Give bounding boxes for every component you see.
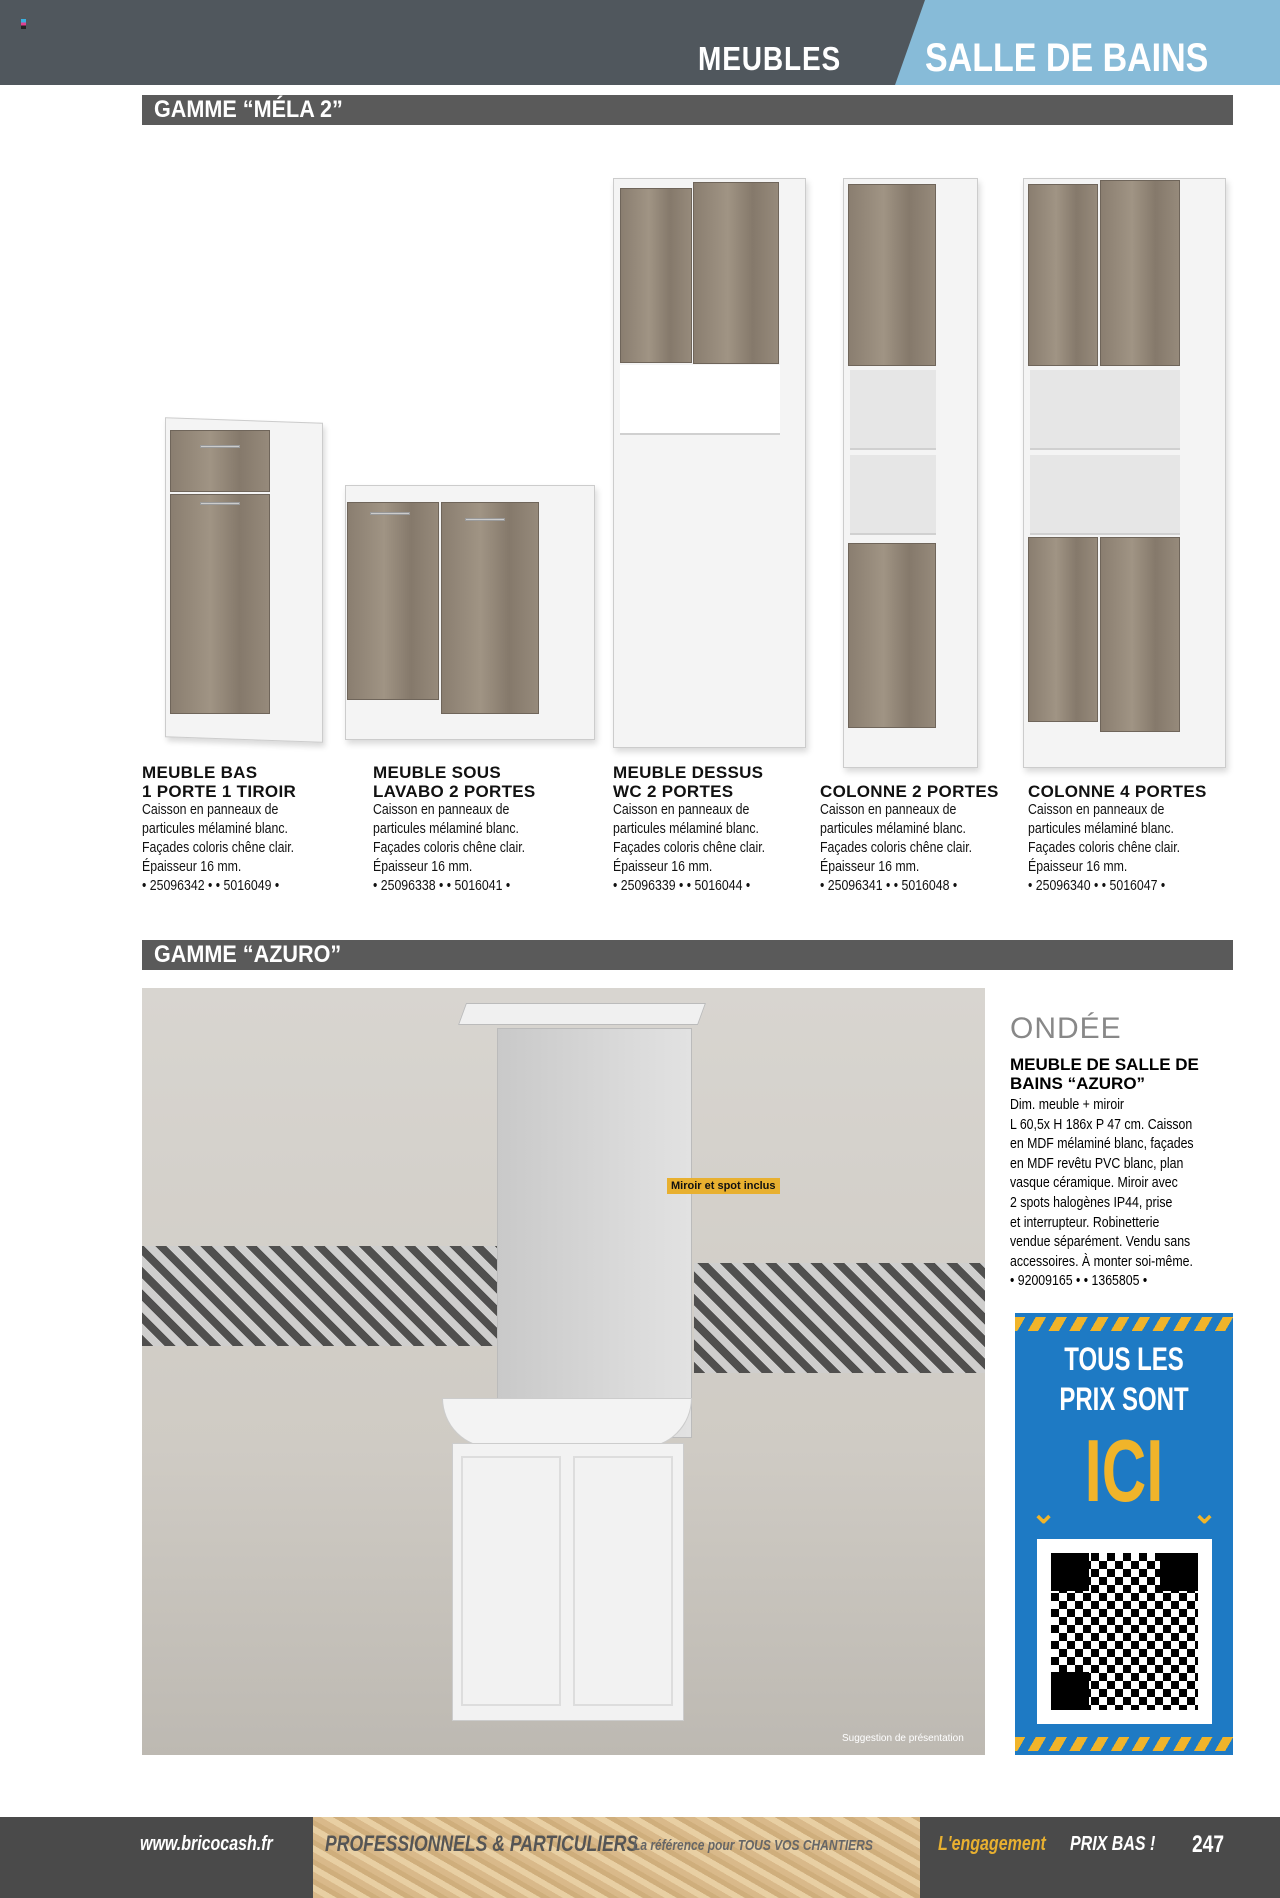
footer-prix-bas: PRIX BAS ! <box>1070 1833 1156 1855</box>
promo-line: PRIX SONT <box>1059 1381 1189 1417</box>
product-title: LAVABO 2 PORTES <box>373 782 536 801</box>
product-title: COLONNE 2 PORTES <box>820 782 999 801</box>
desc-line: Dim. meuble + miroir <box>1010 1097 1125 1113</box>
osb-texture <box>313 1817 920 1898</box>
azuro-title-line: BAINS “AZURO” <box>1010 1074 1146 1093</box>
page-number: 247 <box>1192 1831 1225 1858</box>
product-title: MEUBLE SOUS <box>373 763 501 782</box>
website-link[interactable]: www.bricocash.fr <box>140 1833 273 1855</box>
decor-tiles <box>694 1263 985 1373</box>
desc-line: en MDF mélaminé blanc, façades <box>1010 1136 1194 1153</box>
desc-line: L 60,5x H 186x P 47 cm. Caisson <box>1010 1116 1193 1133</box>
product-colonne-4-portes <box>1028 782 1228 896</box>
product-title: MEUBLE DESSUS <box>613 763 764 782</box>
brand-logo-ondee: ONDÉE <box>1010 1012 1122 1045</box>
azuro-refs: • 92009165 • • 1365805 • <box>1010 1273 1148 1290</box>
promo-line: TOUS LES <box>1064 1341 1184 1377</box>
photo-caption: Suggestion de présentation <box>842 1733 964 1744</box>
product-title: COLONNE 4 PORTES <box>1028 782 1207 801</box>
azuro-photo <box>142 988 985 1755</box>
desc-line: 2 spots halogènes IP44, prise <box>1010 1194 1173 1211</box>
product-desc: particules mélaminé blanc. <box>373 821 519 837</box>
desc-line: vasque céramique. Miroir avec <box>1010 1175 1178 1192</box>
product-desc: Caisson en panneaux de <box>142 802 279 818</box>
sink <box>442 1398 692 1448</box>
product-desc: Caisson en panneaux de <box>820 802 957 818</box>
product-refs: • 25096341 • • 5016048 • <box>820 878 958 894</box>
azuro-description <box>1010 1096 1227 1292</box>
product-refs: • 25096339 • • 5016044 • <box>613 878 751 894</box>
product-desc: Épaisseur 16 mm. <box>613 859 713 875</box>
promo-text <box>1015 1339 1233 1419</box>
vanity-cabinet <box>452 1443 684 1721</box>
header-category: MEUBLES <box>698 40 842 77</box>
product-desc: Façades coloris chêne clair. <box>1028 840 1181 856</box>
product-dessus-wc <box>613 763 813 896</box>
header-subcategory: SALLE DE BAINS <box>925 36 1209 80</box>
product-sous-lavabo <box>373 763 573 896</box>
product-title: MEUBLE BAS <box>142 763 258 782</box>
mirror <box>497 1028 692 1438</box>
photo-badge: Miroir et spot inclus <box>667 1178 780 1194</box>
color-registration-mark <box>21 19 26 29</box>
desc-line: vendue séparément. Vendu sans <box>1010 1234 1191 1251</box>
product-desc: Façades coloris chêne clair. <box>613 840 766 856</box>
product-desc: Caisson en panneaux de <box>613 802 750 818</box>
desc-line: et interrupteur. Robinetterie <box>1010 1214 1160 1231</box>
footer-slogan: PROFESSIONNELS & PARTICULIERS <box>325 1831 639 1856</box>
product-meuble-bas <box>142 763 342 896</box>
product-desc: Caisson en panneaux de <box>1028 802 1165 818</box>
stripe <box>1015 1737 1233 1751</box>
decor-tiles <box>142 1246 502 1346</box>
product-desc: Épaisseur 16 mm. <box>142 859 242 875</box>
page-footer <box>0 1817 1280 1898</box>
product-refs: • 25096338 • • 5016041 • <box>373 878 511 894</box>
page-header <box>0 0 1280 85</box>
product-desc: particules mélaminé blanc. <box>820 821 966 837</box>
azuro-title <box>1010 1055 1235 1093</box>
qr-code[interactable] <box>1037 1539 1212 1724</box>
chevron-down-icon: ⌄ <box>1031 1497 1057 1530</box>
section-title-azuro: GAMME “AZURO” <box>142 940 1233 970</box>
promo-big-text: ICI <box>1084 1421 1164 1520</box>
section-title-mela: GAMME “MÉLA 2” <box>142 95 1233 125</box>
azuro-title-line: MEUBLE DE SALLE DE <box>1010 1055 1199 1074</box>
product-desc: Façades coloris chêne clair. <box>820 840 973 856</box>
product-title: 1 PORTE 1 TIROIR <box>142 782 297 801</box>
promo-qr-panel[interactable] <box>1015 1313 1233 1755</box>
product-desc: particules mélaminé blanc. <box>613 821 759 837</box>
product-desc: Épaisseur 16 mm. <box>820 859 920 875</box>
desc-line: accessoires. À monter soi-même. <box>1010 1253 1193 1270</box>
footer-tagline: La référence pour TOUS VOS CHANTIERS <box>633 1837 873 1854</box>
stripe <box>1015 1317 1233 1331</box>
product-desc: Caisson en panneaux de <box>373 802 510 818</box>
product-title: WC 2 PORTES <box>613 782 734 801</box>
mirror-light <box>458 1003 706 1025</box>
product-desc: Épaisseur 16 mm. <box>373 859 473 875</box>
footer-engagement: L'engagement <box>938 1833 1046 1855</box>
product-desc: particules mélaminé blanc. <box>1028 821 1174 837</box>
product-desc: Épaisseur 16 mm. <box>1028 859 1128 875</box>
desc-line: en MDF revêtu PVC blanc, plan <box>1010 1155 1184 1172</box>
product-colonne-2-portes <box>820 782 1020 896</box>
product-refs: • 25096342 • • 5016049 • <box>142 878 280 894</box>
product-desc: Façades coloris chêne clair. <box>373 840 526 856</box>
product-refs: • 25096340 • • 5016047 • <box>1028 878 1166 894</box>
chevron-down-icon: ⌄ <box>1191 1497 1217 1530</box>
product-desc: particules mélaminé blanc. <box>142 821 288 837</box>
product-desc: Façades coloris chêne clair. <box>142 840 295 856</box>
